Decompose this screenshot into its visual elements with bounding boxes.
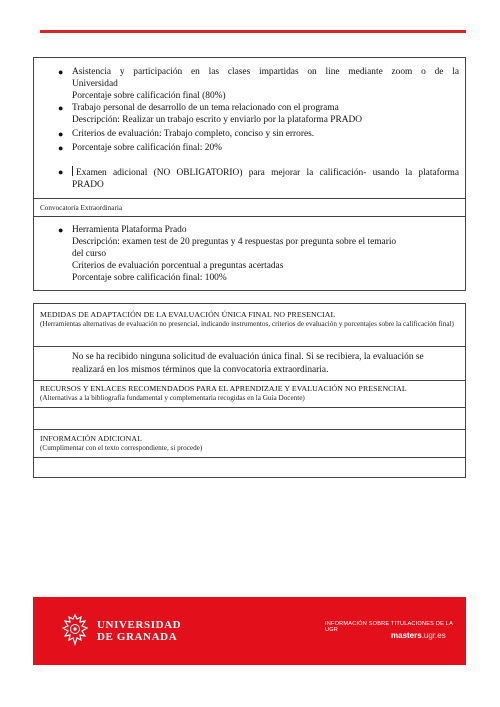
resources-subtitle: (Alternativas a la bibliografía fundamental y complementaria recogidas en la Guía Docente)	[40, 394, 305, 402]
divider	[34, 457, 465, 458]
list-item	[34, 66, 465, 102]
list-item	[34, 224, 465, 284]
list-item-line: del curso	[72, 249, 107, 259]
masters-link[interactable]: masters.ugr.es	[391, 631, 446, 640]
extraordinary-label: Convocatoria Extraordinaria	[40, 204, 123, 212]
measures-body: No se ha recibido ninguna solicitud de evaluación única final. Si se recibiera, la evaluación se realizará en los mismos términos que la convocatoria extraordinaria.	[72, 352, 424, 375]
university-logo-text: UNIVERSIDAD DE GRANADA	[97, 619, 182, 643]
resources-title: RECURSOS Y ENLACES RECOMENDADOS PARA EL APRENDIZAJE Y EVALUACIÓN NO PRESENCIAL	[40, 384, 407, 393]
bullet-icon: ●	[58, 67, 64, 77]
bullet-icon: ●	[58, 167, 64, 177]
measures-title: MEDIDAS DE ADAPTACIÓN DE LA EVALUACIÓN ÚNICA FINAL NO PRESENCIAL	[40, 310, 336, 319]
list-item-line: Descripción: Realizar un trabajo escrito y enviarlo por la plataforma PRADO	[72, 115, 363, 125]
list-item-line: Porcentaje sobre calificación final: 20%	[72, 143, 222, 153]
extraordinary-evaluation-list	[34, 224, 465, 284]
footer-banner	[33, 597, 466, 665]
resources-header	[34, 384, 465, 404]
list-item-line: Porcentaje sobre calificación final (80%)	[72, 91, 226, 101]
divider	[34, 346, 465, 347]
divider	[34, 198, 465, 199]
divider	[34, 216, 465, 217]
additional-header	[34, 434, 465, 454]
evaluation-box	[33, 57, 466, 291]
divider	[34, 380, 465, 381]
list-item-line: Trabajo personal de desarrollo de un tema relacionado con el programa	[72, 103, 339, 113]
list-item-line: Asistencia y participación en las clases impartidas on line mediante zoom o de la	[72, 67, 459, 77]
divider	[34, 407, 465, 408]
list-item-line: Examen adicional (NO OBLIGATORIO) para mejorar la calificación- usando la plataforma	[72, 166, 459, 179]
list-item-line: Criterios de evaluación: Trabajo completo, conciso y sin errores.	[72, 129, 315, 139]
list-item-line: Porcentaje sobre calificación final: 100%	[72, 273, 227, 283]
list-item-line: PRADO	[72, 180, 104, 190]
bullet-icon: ●	[58, 143, 64, 153]
measures-subtitle: (Herramientas alternativas de evaluación no presencial, indicando instrumentos, criterios de evaluación y porcentajes sobre la calificación final)	[40, 320, 454, 328]
extraordinary-evaluation-section	[34, 224, 465, 284]
adaptation-box	[33, 303, 466, 478]
bullet-icon: ●	[58, 225, 64, 235]
list-item	[34, 128, 465, 140]
list-item-line: Universidad	[72, 79, 118, 89]
list-item-line: Descripción: examen test de 20 preguntas y 4 respuestas por pregunta sobre el temario	[72, 237, 397, 247]
additional-title: INFORMACIÓN ADICIONAL	[40, 434, 142, 443]
bullet-icon: ●	[58, 129, 64, 139]
measures-header	[34, 310, 465, 330]
ordinary-evaluation-list	[34, 66, 465, 191]
list-item	[34, 102, 465, 126]
list-item	[34, 166, 465, 191]
list-item-line: Criterios de evaluación porcentual a preguntas acertadas	[72, 261, 284, 271]
divider	[34, 429, 465, 430]
bullet-icon: ●	[58, 103, 64, 113]
university-crest-icon	[61, 614, 89, 646]
list-item	[34, 142, 465, 154]
top-red-rule	[40, 30, 466, 33]
ordinary-evaluation-section	[34, 66, 465, 191]
list-item-line: Herramienta Plataforma Prado	[72, 225, 187, 235]
text-cursor	[72, 166, 73, 176]
titulaciones-info-text: INFORMACIÓN SOBRE TITULACIONES DE LA UGR	[325, 621, 453, 633]
additional-subtitle: (Cumplimentar con el texto correspondiente, si procede)	[40, 444, 203, 452]
